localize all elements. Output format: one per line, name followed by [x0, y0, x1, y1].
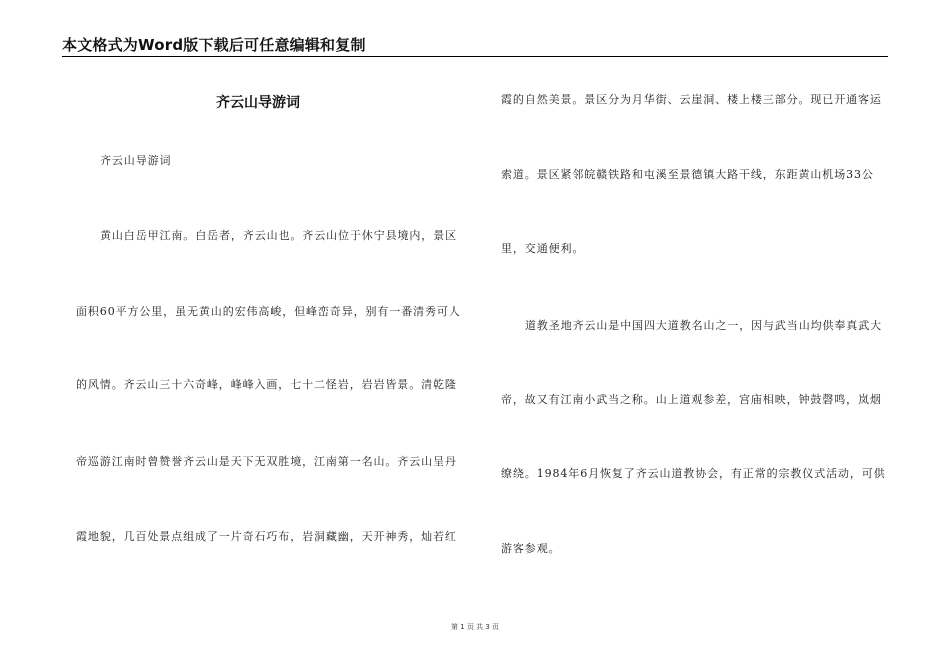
- page-footer: 第 1 页 共 3 页: [450, 623, 500, 631]
- paragraph-line: 道教圣地齐云山是中国四大道教名山之一，因与武当山均供奉真武大: [525, 319, 882, 332]
- banner-divider: [62, 56, 888, 57]
- paragraph-line: 黄山白岳甲江南。白岳者，齐云山也。齐云山位于休宁县境内，景区: [100, 229, 457, 242]
- paragraph-line: 的风情。齐云山三十六奇峰，峰峰入画，七十二怪岩，岩岩皆景。清乾隆: [76, 378, 457, 391]
- paragraph-line: 帝，故又有江南小武当之称。山上道观参差，宫庙相映，钟鼓磬鸣，岚烟: [501, 393, 882, 406]
- paragraph-line: 游客参观。: [501, 542, 561, 555]
- banner-text: 本文格式为Word版下载后可任意编辑和复制: [62, 36, 366, 54]
- paragraph-line: 里，交通便利。: [501, 242, 585, 255]
- paragraph-line: 缭绕。1984年6月恢复了齐云山道教协会，有正常的宗教仪式活动，可供: [501, 467, 886, 480]
- paragraph-line: 面积60平方公里，虽无黄山的宏伟高峻，但峰峦奇异，别有一番清秀可人: [76, 305, 461, 318]
- paragraph-line: 霞地貌，几百处景点组成了一片奇石巧布，岩洞藏幽，天开神秀，灿若红: [76, 530, 457, 543]
- paragraph-line: 霞的自然美景。景区分为月华街、云崖洞、楼上楼三部分。现已开通客运: [501, 93, 882, 106]
- document-title: 齐云山导游词: [216, 95, 300, 111]
- document-subtitle: 齐云山导游词: [100, 154, 172, 167]
- paragraph-line: 索道。景区紧邻皖赣铁路和屯溪至景德镇大路干线，东距黄山机场33公: [501, 168, 874, 181]
- paragraph-line: 帝巡游江南时曾赞誉齐云山是天下无双胜境，江南第一名山。齐云山呈丹: [76, 455, 457, 468]
